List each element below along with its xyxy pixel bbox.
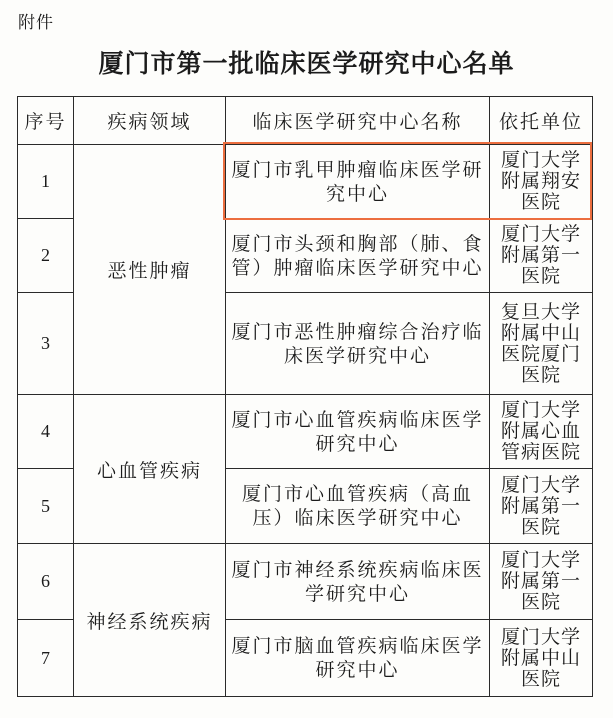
host-unit bbox=[490, 293, 593, 395]
host-unit-text: 厦门大学附属中山医院 bbox=[501, 625, 582, 690]
header-host-unit: 依托单位 bbox=[490, 97, 593, 145]
host-unit bbox=[490, 395, 593, 469]
host-unit-text: 厦门大学附属心血管病医院 bbox=[501, 399, 582, 463]
serial-number: 4 bbox=[18, 395, 74, 469]
table-row bbox=[18, 395, 593, 469]
center-name: 厦门市脑血管疾病临床医学研究中心 bbox=[226, 620, 490, 697]
center-name: 厦门市头颈和胸部（肺、食管）肿瘤临床医学研究中心 bbox=[226, 219, 490, 293]
host-unit-text: 厦门大学附属第一医院 bbox=[501, 473, 582, 538]
host-unit-text: 复旦大学附属中山医院厦门医院 bbox=[501, 300, 582, 386]
serial-number: 7 bbox=[18, 620, 74, 697]
attachment-label: 附件 bbox=[18, 13, 54, 33]
table-header-row bbox=[18, 97, 593, 145]
document-title: 厦门市第一批临床医学研究中心名单 bbox=[98, 49, 515, 78]
host-unit-text: 厦门大学附属第一医院 bbox=[501, 223, 582, 287]
serial-number: 2 bbox=[18, 219, 74, 293]
disease-field-cell: 恶性肿瘤 bbox=[74, 145, 226, 395]
header-disease-field: 疾病领域 bbox=[74, 97, 226, 145]
disease-field-cell: 神经系统疾病 bbox=[74, 544, 226, 697]
center-name: 厦门市神经系统疾病临床医学研究中心 bbox=[226, 544, 490, 620]
center-name: 厦门市乳甲肿瘤临床医学研究中心 bbox=[226, 145, 490, 219]
disease-field-cell: 心血管疾病 bbox=[74, 395, 226, 544]
host-unit bbox=[490, 620, 593, 697]
host-unit-text: 厦门大学附属第一医院 bbox=[501, 549, 582, 613]
table-row bbox=[18, 145, 593, 219]
serial-number: 3 bbox=[18, 293, 74, 395]
center-name: 厦门市心血管疾病临床医学研究中心 bbox=[226, 395, 490, 469]
serial-number: 1 bbox=[18, 145, 74, 219]
host-unit bbox=[490, 145, 593, 219]
header-serial-number: 序号 bbox=[18, 97, 74, 145]
research-center-table bbox=[17, 96, 593, 697]
host-unit bbox=[490, 544, 593, 620]
center-name: 厦门市恶性肿瘤综合治疗临床医学研究中心 bbox=[226, 293, 490, 395]
serial-number: 5 bbox=[18, 469, 74, 544]
host-unit bbox=[490, 219, 593, 293]
serial-number: 6 bbox=[18, 544, 74, 620]
host-unit bbox=[490, 469, 593, 544]
center-name: 厦门市心血管疾病（高血压）临床医学研究中心 bbox=[226, 469, 490, 544]
host-unit-text: 厦门大学附属翔安医院 bbox=[501, 149, 582, 213]
table-row bbox=[18, 544, 593, 620]
header-center-name: 临床医学研究中心名称 bbox=[226, 97, 490, 145]
